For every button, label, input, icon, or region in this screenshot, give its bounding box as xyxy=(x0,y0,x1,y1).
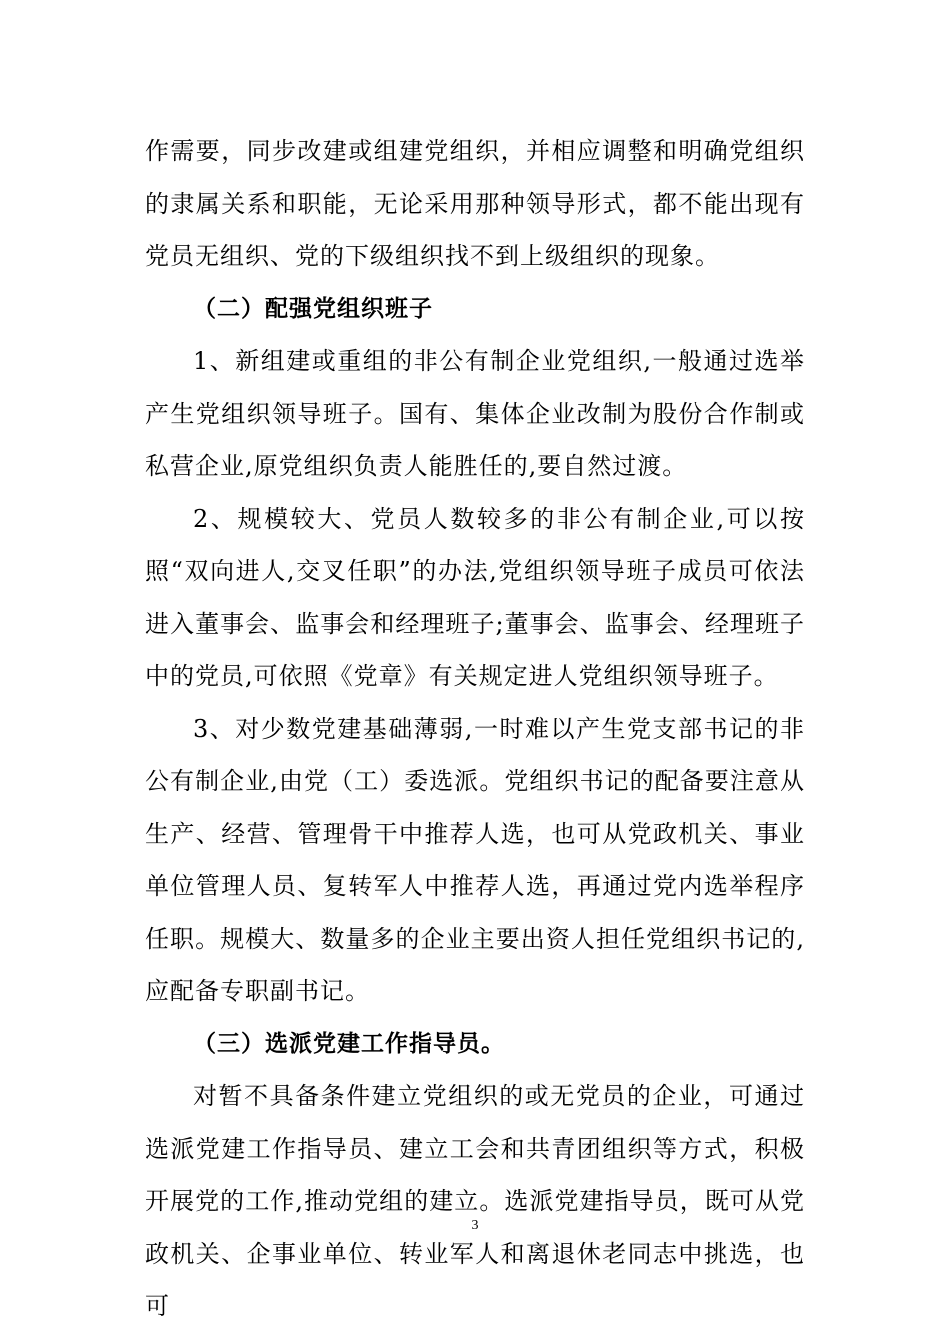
section-heading-3: （三）选派党建工作指导员。 xyxy=(193,1030,505,1057)
document-body xyxy=(145,125,805,1333)
paragraph-continuation: 作需要，同步改建或组建党组织，并相应调整和明确党组织的隶属关系和职能，无论采用那种领导形式，都不能出现有党员无组织、党的下级组织找不到上级组织的现象。 xyxy=(145,137,805,270)
page-number: 3 xyxy=(471,1218,479,1233)
paragraph-item-2: 2、规模较大、党员人数较多的非公有制企业,可以按照“双向进人,交叉任职”的办法,党组织领导班子成员可依法进入董事会、监事会和经理班子;董事会、监事会、经理班子中的党员,可依照《党章》有关规定进人党组织领导班子。 xyxy=(145,504,805,690)
paragraph-item-1: 1、新组建或重组的非公有制企业党组织,一般通过选举产生党组织领导班子。国有、集体企业改制为股份合作制或私营企业,原党组织负责人能胜任的,要自然过渡。 xyxy=(145,347,805,480)
section-heading-2: （二）配强党组织班子 xyxy=(193,295,433,322)
paragraph-item-3: 3、对少数党建基础薄弱,一时难以产生党支部书记的非公有制企业,由党（工）委选派。党组织书记的配备要注意从生产、经营、管理骨干中推荐人选，也可从党政机关、事业单位管理人员、复转军人中推荐人选，再通过党内选举程序任职。规模大、数量多的企业主要出资人担任党组织书记的,应配备专职副书记。 xyxy=(145,714,805,1005)
paragraph-instructor: 对暂不具备条件建立党组织的或无党员的企业，可通过选派党建工作指导员、建立工会和共青团组织等方式，积极开展党的工作,推动党组的建立。选派党建指导员，既可从党政机关、企事业单位、转业军人和离退休老同志中挑选，也可 xyxy=(145,1082,805,1320)
